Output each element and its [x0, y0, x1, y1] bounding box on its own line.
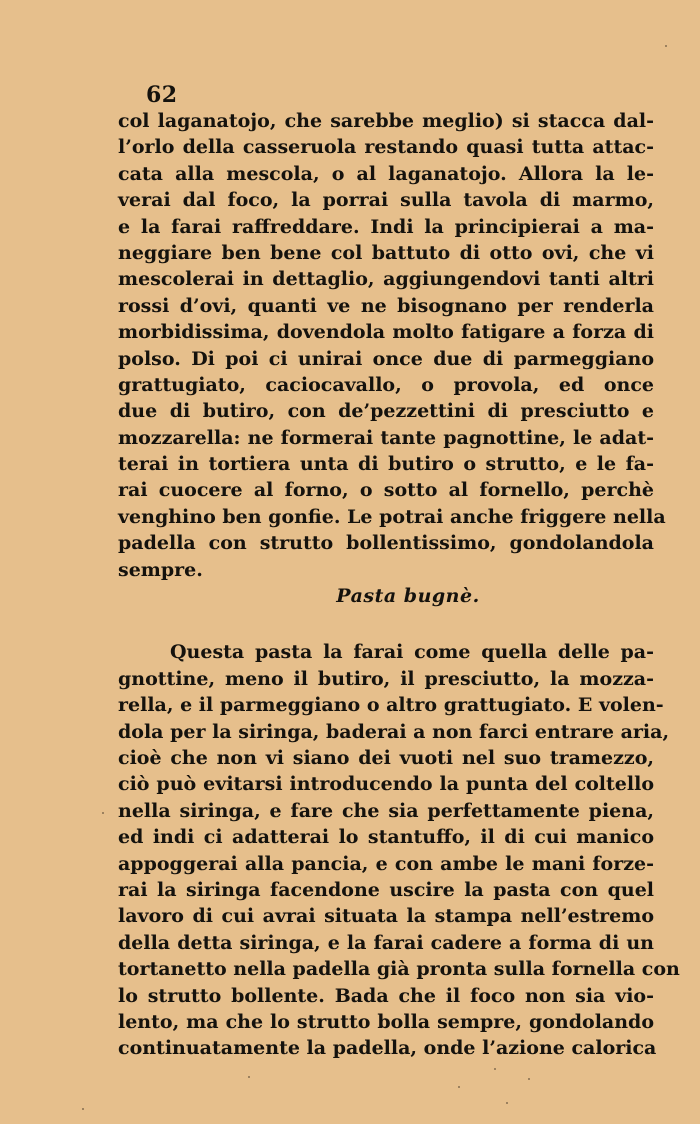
text-line: rai la siringa facendone uscire la pasta con quel: [118, 878, 654, 901]
paper-speck: [665, 45, 667, 47]
text-line: e la farai raffreddare. Indi la principierai a ma-: [118, 215, 654, 238]
paper-speck: [506, 1102, 508, 1104]
text-line: col laganatojo, che sarebbe meglio) si stacca dal-: [118, 110, 654, 132]
paper-speck: [458, 1086, 460, 1088]
text-line: neggiare ben bene col battuto di otto ovi, che vi: [118, 241, 654, 264]
text-line: dola per la siringa, baderai a non farci entrare aria,: [118, 720, 670, 743]
text-line: morbidissima, dovendola molto fatigare a forza di: [118, 321, 654, 344]
section-heading: Pasta bugnè.: [336, 585, 480, 608]
text-line: rella, e il parmeggiano o altro grattugiato. E volen-: [118, 694, 664, 717]
paragraph-recipe-continuation: [118, 108, 666, 583]
text-line: polso. Di poi ci unirai once due di parmeggiano: [118, 347, 654, 370]
text-line: sempre.: [118, 558, 203, 581]
text-line: tortanetto nella padella già pronta sulla fornella con: [118, 958, 680, 981]
text-line: lento, ma che lo strutto bolla sempre, gondolando: [118, 1010, 654, 1033]
text-line: cioè che non vi siano dei vuoti nel suo tramezzo,: [118, 746, 654, 769]
text-line: mozzarella: ne formerai tante pagnottine, le adat-: [118, 426, 654, 449]
text-line: verai dal foco, la porrai sulla tavola di marmo,: [118, 189, 654, 212]
text-line: lo strutto bollente. Bada che il foco non sia vio-: [118, 984, 654, 1007]
text-line: nella siringa, e fare che sia perfettamente piena,: [118, 799, 654, 822]
paper-speck: [528, 1078, 530, 1080]
text-line: terai in tortiera unta di butiro o strutto, e le fa-: [118, 453, 654, 476]
page-text: [118, 108, 680, 1062]
page-number: 62: [146, 82, 178, 108]
text-line: grattugiato, caciocavallo, o provola, ed once: [118, 373, 654, 396]
paragraph-pasta-bugne: [118, 639, 680, 1061]
text-line: padella con strutto bollentissimo, gondolandola: [118, 532, 654, 555]
text-line: ed indi ci adatterai lo stantuffo, il di cui manico: [118, 826, 654, 849]
text-line: appoggerai alla pancia, e con ambe le mani forze-: [118, 852, 654, 875]
paper-speck: [102, 812, 104, 814]
text-line: ciò può evitarsi introducendo la punta del coltello: [118, 773, 654, 796]
paper-speck: [494, 1068, 496, 1070]
text-line: venghino ben gonfie. Le potrai anche friggere nella: [118, 505, 666, 528]
text-line: l’orlo della casseruola restando quasi tutta attac-: [118, 136, 654, 159]
text-line: Questa pasta la farai come quella delle pa-: [170, 641, 654, 664]
text-line: continuatamente la padella, onde l’azione calorica: [118, 1037, 657, 1060]
text-line: gnottine, meno il butiro, il presciutto, la mozza-: [118, 667, 654, 690]
text-line: lavoro di cui avrai situata la stampa nell’estremo: [118, 905, 654, 928]
text-line: della detta siringa, e la farai cadere a forma di un: [118, 931, 654, 954]
text-line: cata alla mescola, o al laganatojo. Allora la le-: [118, 162, 654, 185]
text-line: rossi d’ovi, quanti ve ne bisognano per renderla: [118, 294, 654, 317]
paper-speck: [248, 1076, 250, 1078]
paper-speck: [82, 1108, 84, 1110]
text-line: rai cuocere al forno, o sotto al fornello, perchè: [118, 479, 654, 502]
paragraph-spacer: [118, 609, 654, 639]
text-line: mescolerai in dettaglio, aggiungendovi tanti altri: [118, 268, 654, 291]
text-line: due di butiro, con de’pezzettini di presciutto e: [118, 400, 654, 423]
